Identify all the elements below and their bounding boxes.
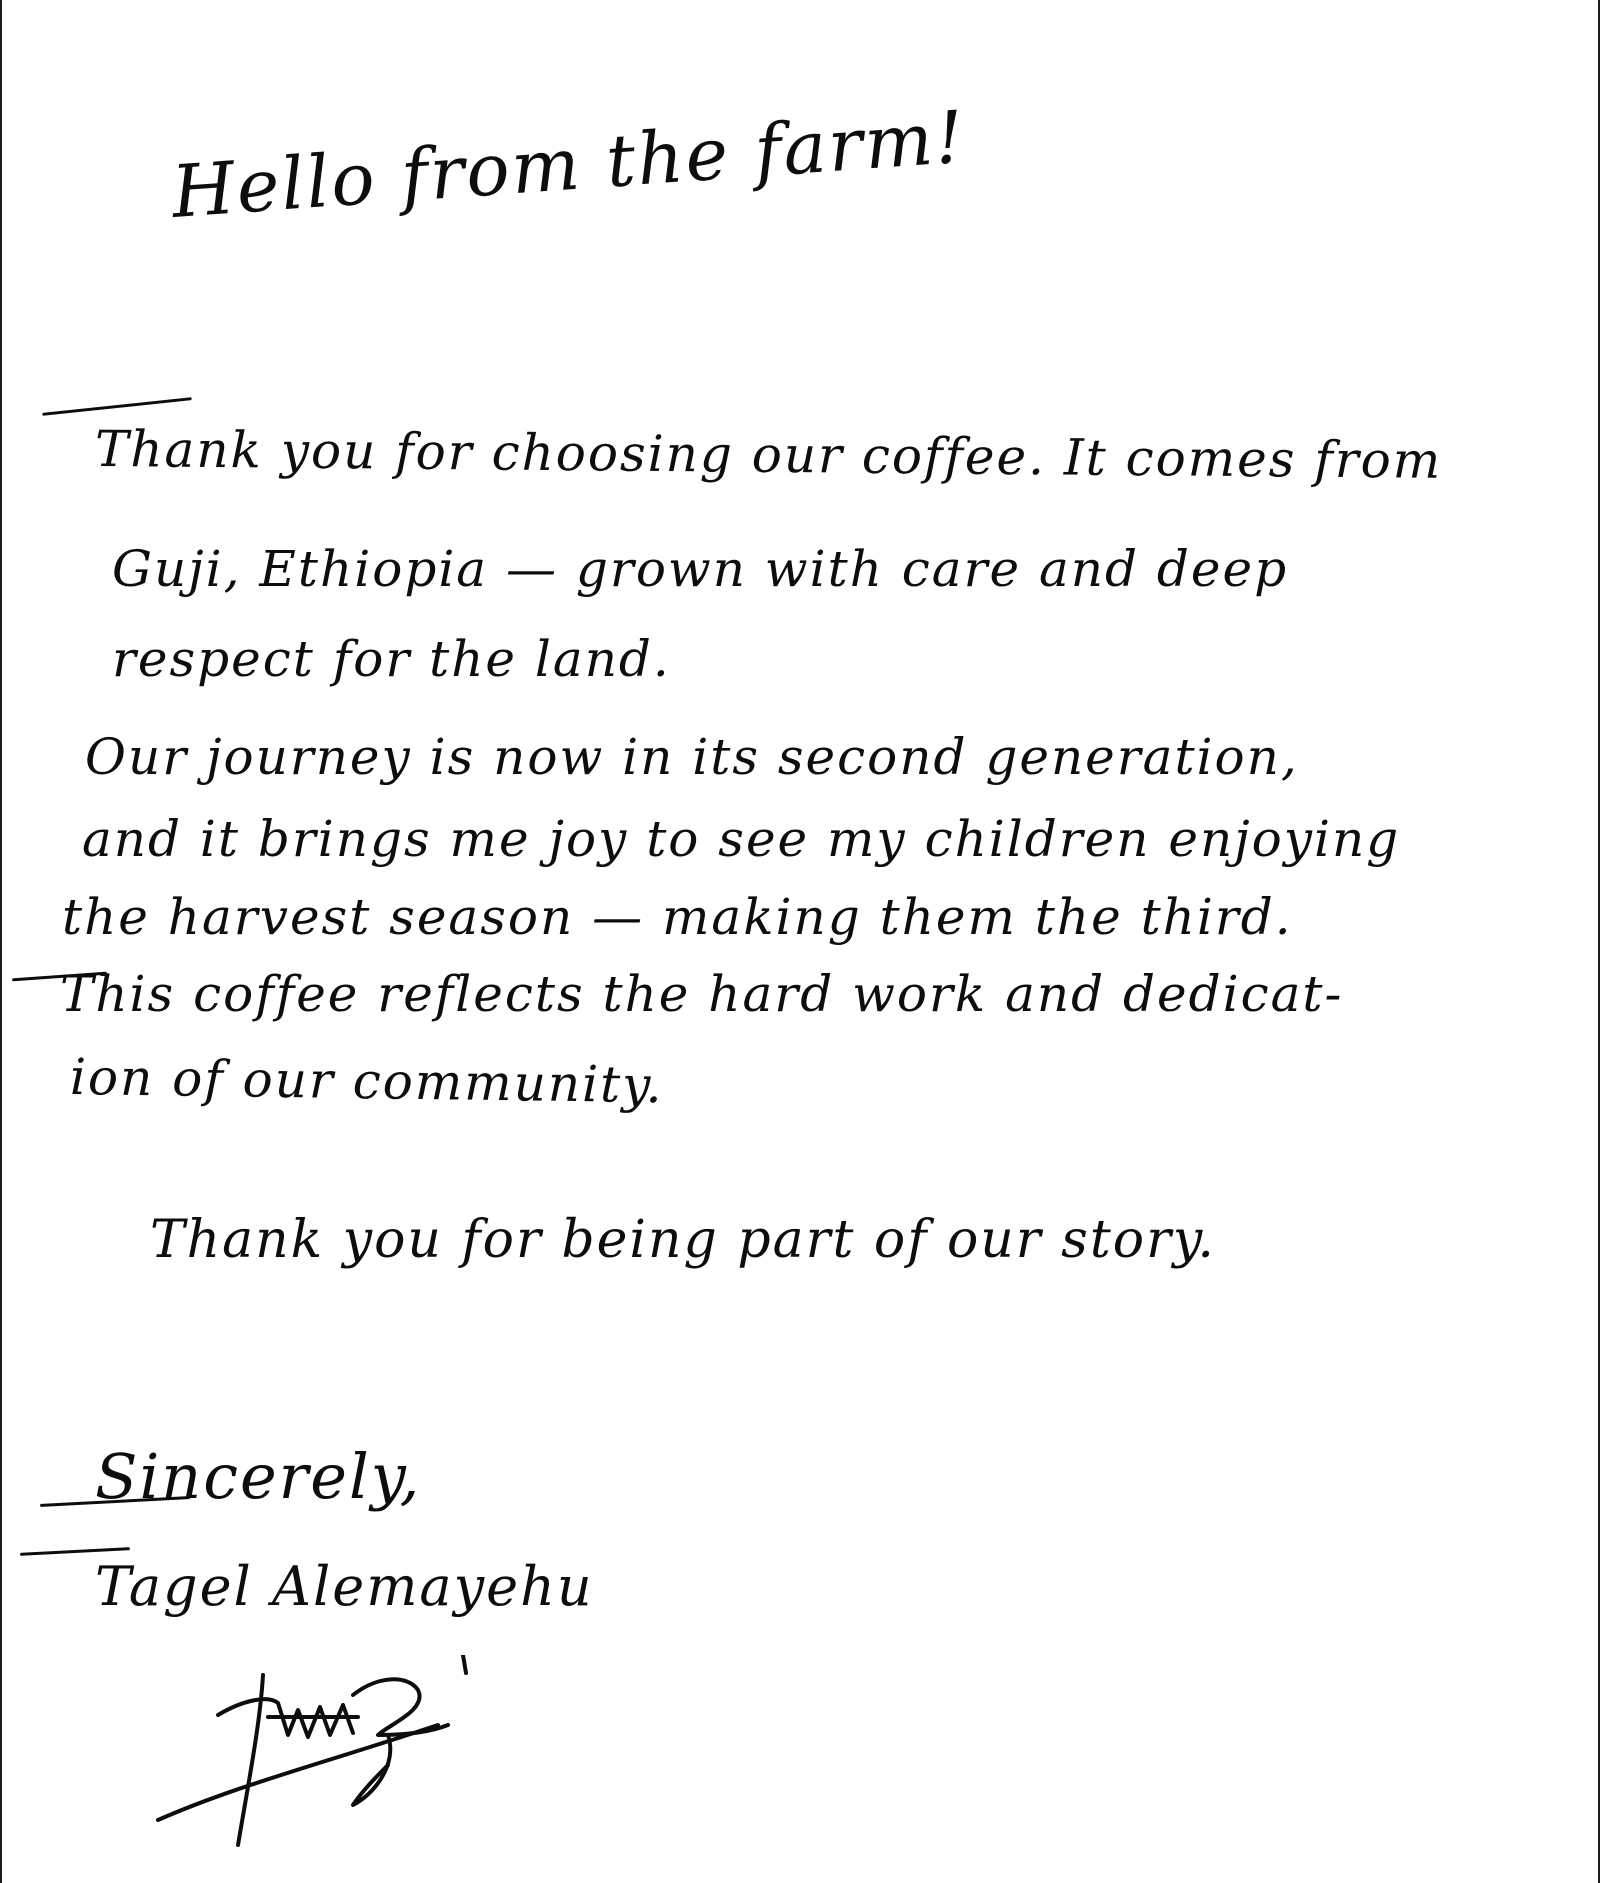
letter-author: Tagel Alemayehu (95, 1555, 594, 1618)
handwritten-signature (148, 1655, 478, 1855)
letter-closing-thanks: Thank you for being part of our story. (150, 1210, 1216, 1270)
letter-line: respect for the land. (112, 630, 671, 688)
letter-line: Thank you for choosing our coffee. It comes from (94, 420, 1443, 490)
letter-line: ion of our community. (69, 1048, 665, 1115)
letter-line: Guji, Ethiopia — grown with care and deep (112, 540, 1289, 598)
letter-line: and it brings me joy to see my children enjoying (82, 810, 1401, 868)
letter-greeting: Hello from the farm! (169, 94, 969, 234)
page-border-left (0, 0, 2, 1883)
letter-line: This coffee reflects the hard work and dedicat- (60, 965, 1344, 1023)
letter-line: the harvest season — making them the third. (62, 888, 1293, 946)
margin-dash (42, 397, 191, 416)
letter-line: Our journey is now in its second generation, (85, 728, 1299, 786)
letter-sign-off: Sincerely, (95, 1440, 422, 1513)
